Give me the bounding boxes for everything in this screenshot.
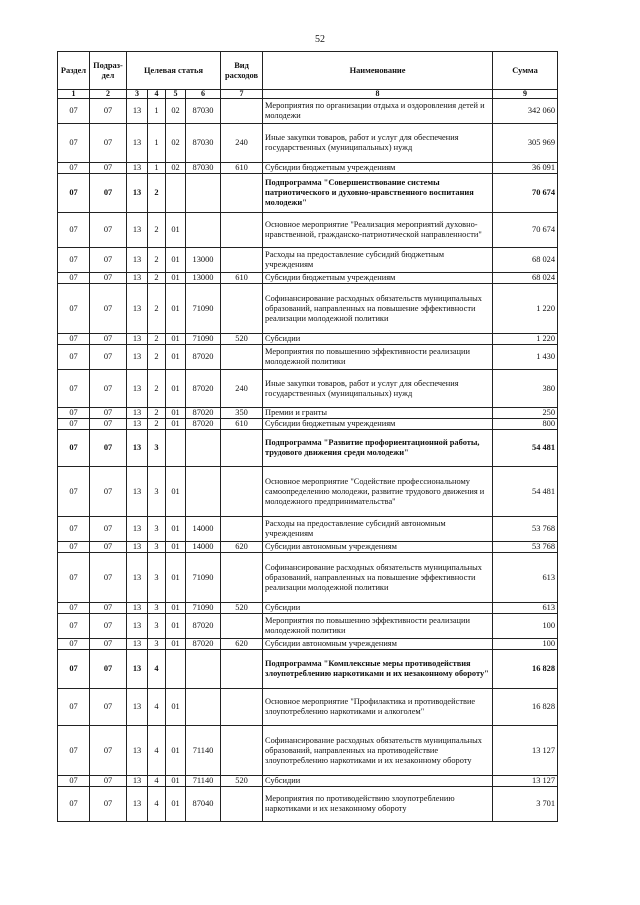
column-number: 1	[58, 90, 90, 99]
expense-type-cell	[221, 689, 263, 726]
section-cell: 07	[58, 639, 90, 650]
subsection-cell: 07	[90, 174, 127, 213]
subprogram-cell: 2	[148, 408, 166, 419]
table-row	[58, 787, 558, 822]
table-row	[58, 124, 558, 163]
table-row	[58, 603, 558, 614]
program-cell: 13	[127, 419, 148, 430]
direction-cell: 71090	[186, 603, 221, 614]
sum-cell: 100	[493, 614, 558, 639]
column-number: 2	[90, 90, 127, 99]
expense-type-cell	[221, 99, 263, 124]
section-cell: 07	[58, 248, 90, 273]
event-cell: 01	[166, 614, 186, 639]
subprogram-cell: 3	[148, 542, 166, 553]
sum-cell: 1 430	[493, 345, 558, 370]
column-number: 9	[493, 90, 558, 99]
expense-type-cell: 240	[221, 124, 263, 163]
subsection-cell: 07	[90, 163, 127, 174]
program-cell: 13	[127, 345, 148, 370]
subsection-cell: 07	[90, 248, 127, 273]
sum-cell: 1 220	[493, 334, 558, 345]
name-cell: Основное мероприятие "Содействие профессиональному самоопределению молодежи, развитие трудового движения и молодежного предпринимательства"	[263, 467, 493, 517]
subprogram-cell: 4	[148, 726, 166, 776]
expense-type-cell: 520	[221, 776, 263, 787]
program-cell: 13	[127, 163, 148, 174]
name-cell: Софинансирование расходных обязательств муниципальных образований, направленных на противодействие злоупотреблению наркотиками и их незаконному обороту	[263, 726, 493, 776]
section-cell: 07	[58, 213, 90, 248]
name-cell: Премии и гранты	[263, 408, 493, 419]
section-cell: 07	[58, 273, 90, 284]
section-cell: 07	[58, 163, 90, 174]
name-cell: Субсидии	[263, 776, 493, 787]
table-row	[58, 213, 558, 248]
subsection-cell: 07	[90, 689, 127, 726]
subsection-cell: 07	[90, 776, 127, 787]
table-row	[58, 517, 558, 542]
direction-cell: 87030	[186, 163, 221, 174]
event-cell: 01	[166, 419, 186, 430]
section-cell: 07	[58, 517, 90, 542]
direction-cell: 87020	[186, 614, 221, 639]
expense-type-cell: 520	[221, 334, 263, 345]
name-cell: Софинансирование расходных обязательств муниципальных образований, направленных на повышение эффективности реализации молодежной политики	[263, 553, 493, 603]
name-cell: Мероприятия по повышению эффективности реализации молодежной политики	[263, 614, 493, 639]
name-cell: Субсидии	[263, 603, 493, 614]
table-row	[58, 776, 558, 787]
program-cell: 13	[127, 542, 148, 553]
direction-cell: 87020	[186, 408, 221, 419]
subprogram-cell: 3	[148, 517, 166, 542]
program-cell: 13	[127, 408, 148, 419]
subprogram-cell: 2	[148, 419, 166, 430]
section-cell: 07	[58, 124, 90, 163]
event-cell	[166, 650, 186, 689]
event-cell: 01	[166, 334, 186, 345]
program-cell: 13	[127, 726, 148, 776]
section-cell: 07	[58, 99, 90, 124]
event-cell: 01	[166, 370, 186, 408]
event-cell: 01	[166, 603, 186, 614]
section-cell: 07	[58, 776, 90, 787]
direction-cell: 71140	[186, 776, 221, 787]
event-cell: 01	[166, 248, 186, 273]
subprogram-cell: 2	[148, 284, 166, 334]
direction-cell	[186, 174, 221, 213]
section-cell: 07	[58, 787, 90, 822]
program-cell: 13	[127, 650, 148, 689]
table-row	[58, 419, 558, 430]
budget-table	[57, 51, 558, 822]
expense-type-cell: 610	[221, 163, 263, 174]
name-cell: Подпрограмма "Совершенствование системы патриотического и духовно-нравственного воспитания молодежи"	[263, 174, 493, 213]
program-cell: 13	[127, 467, 148, 517]
sum-cell: 16 828	[493, 689, 558, 726]
direction-cell: 87020	[186, 370, 221, 408]
name-cell: Расходы на предоставление субсидий автономным учреждениям	[263, 517, 493, 542]
direction-cell	[186, 467, 221, 517]
sum-cell: 16 828	[493, 650, 558, 689]
event-cell: 01	[166, 517, 186, 542]
subprogram-cell: 2	[148, 273, 166, 284]
direction-cell	[186, 213, 221, 248]
sum-cell: 68 024	[493, 248, 558, 273]
subsection-cell: 07	[90, 614, 127, 639]
header-row	[58, 52, 558, 90]
event-cell: 01	[166, 467, 186, 517]
event-cell: 01	[166, 213, 186, 248]
program-cell: 13	[127, 517, 148, 542]
column-number: 5	[166, 90, 186, 99]
event-cell: 02	[166, 99, 186, 124]
sum-cell: 68 024	[493, 273, 558, 284]
program-cell: 13	[127, 248, 148, 273]
table-row	[58, 408, 558, 419]
name-cell: Иные закупки товаров, работ и услуг для обеспечения государственных (муниципальных) нужд	[263, 370, 493, 408]
expense-type-cell: 610	[221, 273, 263, 284]
direction-cell	[186, 650, 221, 689]
direction-cell: 87020	[186, 419, 221, 430]
subsection-cell: 07	[90, 273, 127, 284]
name-cell: Основное мероприятие "Реализация мероприятий духовно-нравственной, гражданско-патриотической направленности"	[263, 213, 493, 248]
expense-type-cell	[221, 553, 263, 603]
direction-cell: 87020	[186, 345, 221, 370]
subprogram-cell: 4	[148, 650, 166, 689]
sum-cell: 36 091	[493, 163, 558, 174]
subprogram-cell: 2	[148, 370, 166, 408]
expense-type-cell: 350	[221, 408, 263, 419]
header-target: Целевая статья	[127, 52, 221, 90]
event-cell: 01	[166, 639, 186, 650]
name-cell: Субсидии бюджетным учреждениям	[263, 273, 493, 284]
event-cell: 01	[166, 345, 186, 370]
sum-cell: 13 127	[493, 726, 558, 776]
direction-cell: 14000	[186, 517, 221, 542]
section-cell: 07	[58, 430, 90, 467]
program-cell: 13	[127, 553, 148, 603]
table-row	[58, 273, 558, 284]
direction-cell: 13000	[186, 273, 221, 284]
sum-cell: 380	[493, 370, 558, 408]
name-cell: Основное мероприятие "Профилактика и противодействие злоупотреблению наркотиками и алкоголем"	[263, 689, 493, 726]
sum-cell: 70 674	[493, 174, 558, 213]
subsection-cell: 07	[90, 650, 127, 689]
subprogram-cell: 4	[148, 689, 166, 726]
subprogram-cell: 1	[148, 163, 166, 174]
subsection-cell: 07	[90, 370, 127, 408]
expense-type-cell	[221, 726, 263, 776]
header-section: Раздел	[58, 52, 90, 90]
direction-cell	[186, 689, 221, 726]
event-cell	[166, 430, 186, 467]
event-cell: 02	[166, 124, 186, 163]
sum-cell: 100	[493, 639, 558, 650]
subprogram-cell: 3	[148, 603, 166, 614]
table-row	[58, 467, 558, 517]
section-cell: 07	[58, 419, 90, 430]
table-body	[58, 99, 558, 822]
program-cell: 13	[127, 689, 148, 726]
program-cell: 13	[127, 334, 148, 345]
column-number-row	[58, 90, 558, 99]
program-cell: 13	[127, 603, 148, 614]
subprogram-cell: 3	[148, 553, 166, 603]
name-cell: Расходы на предоставление субсидий бюджетным учреждениям	[263, 248, 493, 273]
table-row	[58, 726, 558, 776]
program-cell: 13	[127, 124, 148, 163]
subsection-cell: 07	[90, 345, 127, 370]
table-row	[58, 542, 558, 553]
subsection-cell: 07	[90, 419, 127, 430]
event-cell	[166, 174, 186, 213]
expense-type-cell	[221, 467, 263, 517]
expense-type-cell: 620	[221, 639, 263, 650]
program-cell: 13	[127, 430, 148, 467]
event-cell: 01	[166, 787, 186, 822]
section-cell: 07	[58, 650, 90, 689]
sum-cell: 613	[493, 553, 558, 603]
expense-type-cell: 520	[221, 603, 263, 614]
sum-cell: 3 701	[493, 787, 558, 822]
name-cell: Подпрограмма "Развитие профориентационной работы, трудового движения среди молодежи"	[263, 430, 493, 467]
program-cell: 13	[127, 787, 148, 822]
program-cell: 13	[127, 273, 148, 284]
section-cell: 07	[58, 689, 90, 726]
direction-cell: 87020	[186, 639, 221, 650]
subsection-cell: 07	[90, 553, 127, 603]
header-expense-type: Вид расходов	[221, 52, 263, 90]
subsection-cell: 07	[90, 726, 127, 776]
column-number: 8	[263, 90, 493, 99]
subsection-cell: 07	[90, 124, 127, 163]
subsection-cell: 07	[90, 517, 127, 542]
subprogram-cell: 4	[148, 776, 166, 787]
expense-type-cell	[221, 517, 263, 542]
table-row	[58, 284, 558, 334]
subsection-cell: 07	[90, 542, 127, 553]
sum-cell: 13 127	[493, 776, 558, 787]
expense-type-cell: 610	[221, 419, 263, 430]
column-number: 4	[148, 90, 166, 99]
table-row	[58, 689, 558, 726]
subprogram-cell: 2	[148, 345, 166, 370]
section-cell: 07	[58, 614, 90, 639]
expense-type-cell	[221, 430, 263, 467]
header-sum: Сумма	[493, 52, 558, 90]
expense-type-cell	[221, 650, 263, 689]
event-cell: 01	[166, 726, 186, 776]
direction-cell: 87040	[186, 787, 221, 822]
table-row	[58, 334, 558, 345]
section-cell: 07	[58, 345, 90, 370]
table-row	[58, 553, 558, 603]
subprogram-cell: 2	[148, 213, 166, 248]
section-cell: 07	[58, 174, 90, 213]
section-cell: 07	[58, 467, 90, 517]
section-cell: 07	[58, 370, 90, 408]
name-cell: Мероприятия по противодействию злоупотреблению наркотиками и их незаконному обороту	[263, 787, 493, 822]
expense-type-cell	[221, 248, 263, 273]
direction-cell: 71090	[186, 553, 221, 603]
subsection-cell: 07	[90, 603, 127, 614]
event-cell: 01	[166, 553, 186, 603]
name-cell: Иные закупки товаров, работ и услуг для обеспечения государственных (муниципальных) нужд	[263, 124, 493, 163]
header-subsection: Подраз-дел	[90, 52, 127, 90]
subprogram-cell: 3	[148, 639, 166, 650]
direction-cell: 71140	[186, 726, 221, 776]
subsection-cell: 07	[90, 334, 127, 345]
name-cell: Субсидии	[263, 334, 493, 345]
program-cell: 13	[127, 213, 148, 248]
section-cell: 07	[58, 603, 90, 614]
program-cell: 13	[127, 99, 148, 124]
sum-cell: 54 481	[493, 467, 558, 517]
column-number: 3	[127, 90, 148, 99]
subsection-cell: 07	[90, 787, 127, 822]
section-cell: 07	[58, 542, 90, 553]
sum-cell: 54 481	[493, 430, 558, 467]
table-row	[58, 639, 558, 650]
sum-cell: 305 969	[493, 124, 558, 163]
subsection-cell: 07	[90, 639, 127, 650]
name-cell: Софинансирование расходных обязательств муниципальных образований, направленных на повышение эффективности реализации молодежной политики	[263, 284, 493, 334]
event-cell: 01	[166, 408, 186, 419]
event-cell: 02	[166, 163, 186, 174]
subprogram-cell: 2	[148, 248, 166, 273]
expense-type-cell: 240	[221, 370, 263, 408]
subprogram-cell: 1	[148, 124, 166, 163]
event-cell: 01	[166, 689, 186, 726]
header-name: Наименование	[263, 52, 493, 90]
sum-cell: 342 060	[493, 99, 558, 124]
name-cell: Субсидии бюджетным учреждениям	[263, 419, 493, 430]
direction-cell: 87030	[186, 124, 221, 163]
subsection-cell: 07	[90, 408, 127, 419]
section-cell: 07	[58, 334, 90, 345]
expense-type-cell: 620	[221, 542, 263, 553]
sum-cell: 1 220	[493, 284, 558, 334]
subprogram-cell: 2	[148, 334, 166, 345]
table-row	[58, 174, 558, 213]
column-number: 7	[221, 90, 263, 99]
direction-cell: 87030	[186, 99, 221, 124]
program-cell: 13	[127, 614, 148, 639]
page-number: 52	[315, 34, 325, 45]
expense-type-cell	[221, 614, 263, 639]
expense-type-cell	[221, 345, 263, 370]
name-cell: Мероприятия по повышению эффективности реализации молодежной политики	[263, 345, 493, 370]
name-cell: Субсидии автономным учреждениям	[263, 542, 493, 553]
subprogram-cell: 3	[148, 430, 166, 467]
name-cell: Субсидии бюджетным учреждениям	[263, 163, 493, 174]
subsection-cell: 07	[90, 430, 127, 467]
table-row	[58, 99, 558, 124]
event-cell: 01	[166, 776, 186, 787]
expense-type-cell	[221, 284, 263, 334]
subsection-cell: 07	[90, 99, 127, 124]
direction-cell: 71090	[186, 284, 221, 334]
table-row	[58, 614, 558, 639]
expense-type-cell	[221, 787, 263, 822]
sum-cell: 70 674	[493, 213, 558, 248]
program-cell: 13	[127, 370, 148, 408]
sum-cell: 53 768	[493, 517, 558, 542]
program-cell: 13	[127, 776, 148, 787]
subprogram-cell: 1	[148, 99, 166, 124]
section-cell: 07	[58, 553, 90, 603]
sum-cell: 800	[493, 419, 558, 430]
table-row	[58, 650, 558, 689]
subprogram-cell: 4	[148, 787, 166, 822]
name-cell: Подпрограмма "Комплексные меры противодействия злоупотреблению наркотиками и их незаконному обороту"	[263, 650, 493, 689]
subprogram-cell: 3	[148, 614, 166, 639]
program-cell: 13	[127, 284, 148, 334]
section-cell: 07	[58, 726, 90, 776]
direction-cell: 71090	[186, 334, 221, 345]
event-cell: 01	[166, 284, 186, 334]
subsection-cell: 07	[90, 213, 127, 248]
program-cell: 13	[127, 174, 148, 213]
name-cell: Мероприятия по организации отдыха и оздоровления детей и молодежи	[263, 99, 493, 124]
sum-cell: 250	[493, 408, 558, 419]
subsection-cell: 07	[90, 467, 127, 517]
event-cell: 01	[166, 273, 186, 284]
direction-cell	[186, 430, 221, 467]
table-row	[58, 370, 558, 408]
event-cell: 01	[166, 542, 186, 553]
column-number: 6	[186, 90, 221, 99]
section-cell: 07	[58, 408, 90, 419]
direction-cell: 13000	[186, 248, 221, 273]
section-cell: 07	[58, 284, 90, 334]
expense-type-cell	[221, 213, 263, 248]
expense-type-cell	[221, 174, 263, 213]
subsection-cell: 07	[90, 284, 127, 334]
direction-cell: 14000	[186, 542, 221, 553]
table-row	[58, 248, 558, 273]
sum-cell: 53 768	[493, 542, 558, 553]
sum-cell: 613	[493, 603, 558, 614]
table-row	[58, 345, 558, 370]
table-row	[58, 430, 558, 467]
program-cell: 13	[127, 639, 148, 650]
subprogram-cell: 2	[148, 174, 166, 213]
table-row	[58, 163, 558, 174]
subprogram-cell: 3	[148, 467, 166, 517]
name-cell: Субсидии автономным учреждениям	[263, 639, 493, 650]
